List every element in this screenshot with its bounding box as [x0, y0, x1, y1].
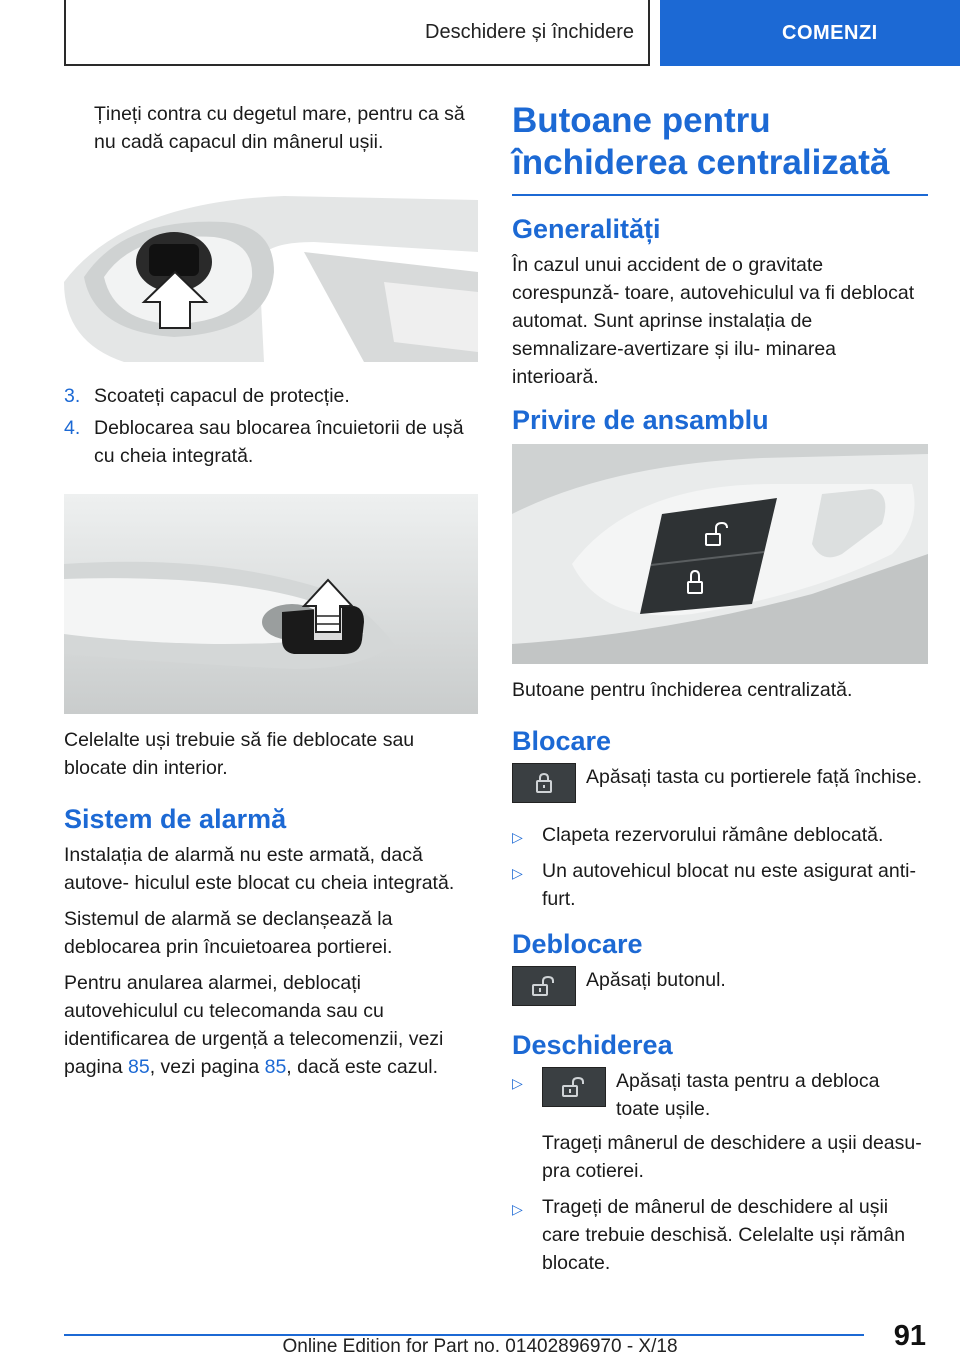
opening-key-row: [542, 1067, 928, 1123]
alarm-paragraph-2: Sistemul de alarmă se declanșează la deblocarea prin încuietoarea portierei.: [64, 908, 393, 958]
step-number: 4.: [64, 417, 81, 439]
bullet-text: Clapeta rezervorului rămâne deblocată.: [542, 824, 884, 846]
chapter-title: COMENZI: [782, 21, 878, 44]
page-link-85[interactable]: 85: [264, 1056, 287, 1078]
unlock-heading: Deblocare: [512, 929, 643, 959]
step-text: Deblocarea sau blocarea încuietorii de ușă cu cheia integrată.: [94, 417, 464, 467]
lock-text: Apăsați tasta cu portierele față închise.: [586, 766, 923, 788]
general-heading: Generalități: [512, 214, 661, 244]
overview-heading: Privire de ansamblu: [512, 405, 769, 435]
triangle-bullet-icon: ▷: [512, 829, 523, 845]
list-item: [512, 857, 928, 913]
lock-key-row: [512, 763, 928, 803]
step-number: 3.: [64, 385, 81, 407]
unlock-button-symbol: [542, 1067, 606, 1107]
opening-step-2-text: Trageți de mânerul de deschidere al ușii care trebuie deschisă. Celelalte uși rămân blocate.: [542, 1196, 906, 1274]
alarm-text-a: Pentru anularea alarmei, deblocați autovehiculul cu telecomanda sau cu identificarea de urgență a telecomenzii, vezi pagina: [64, 972, 444, 1078]
triangle-bullet-icon: ▷: [512, 865, 523, 881]
triangle-bullet-icon: ▷: [512, 1075, 523, 1091]
alarm-paragraph-1: Instalația de alarmă nu este armată, dacă autove- hiculul este blocat cu cheia integrată.: [64, 844, 455, 894]
right-column: [512, 100, 928, 1283]
unlock-key-row: [512, 966, 928, 1006]
padlock-open-icon: [530, 974, 558, 998]
opening-step-1-sub: Trageți mânerul de deschidere a ușii deasu- pra cotierei.: [542, 1132, 922, 1182]
triangle-bullet-icon: ▷: [512, 1201, 523, 1217]
list-item: [512, 821, 928, 851]
page-number: 91: [893, 1320, 926, 1352]
alarm-heading: Sistem de alarmă: [64, 804, 287, 834]
door-handle-cap-figure: [64, 182, 478, 362]
section-title: Deschidere și închidere: [425, 20, 634, 43]
page-link-85[interactable]: 85: [127, 1056, 150, 1078]
integrated-key-figure: [64, 494, 478, 714]
list-item: [512, 1067, 928, 1185]
unlock-button-symbol: [512, 966, 576, 1006]
opening-heading: Deschiderea: [512, 1030, 673, 1060]
title-divider: [512, 194, 928, 196]
lock-bullets: [512, 821, 928, 913]
alarm-text-c: , dacă este cazul.: [286, 1056, 439, 1078]
left-column: [64, 100, 478, 1089]
section-header: [64, 0, 650, 66]
alarm-paragraph-3: [64, 969, 478, 1081]
general-text: În cazul unui accident de o gravitate corespunză- toare, autovehiculul va fi deblocat automat. Sunt aprinse instalația de semnalizare-avertizare și ilu- minarea interioară.: [512, 254, 915, 388]
chapter-header: [660, 0, 960, 66]
opening-step-1-text: Apăsați tasta pentru a debloca toate ușile.: [616, 1070, 880, 1120]
lock-heading: Blocare: [512, 726, 612, 756]
step-text: Scoateți capacul de protecție.: [94, 385, 350, 407]
padlock-open-icon: [560, 1075, 588, 1099]
central-locking-buttons-figure: [512, 444, 928, 664]
list-item: [64, 382, 478, 410]
footer-edition: Online Edition for Part no. 01402896970 - X/18: [282, 1336, 678, 1357]
bullet-content: [542, 1067, 928, 1185]
opening-bullets: [512, 1067, 928, 1277]
steps-list: [64, 382, 478, 470]
bullet-text: Un autovehicul blocat nu este asigurat anti- furt.: [542, 860, 916, 910]
alarm-text-b: , vezi pagina: [149, 1056, 265, 1078]
padlock-closed-icon: [532, 771, 556, 795]
unlock-text: Apăsați butonul.: [586, 969, 726, 991]
list-item: [64, 414, 478, 470]
overview-caption: Butoane pentru închiderea centralizată.: [512, 679, 853, 701]
list-item: [512, 1193, 928, 1277]
intro-text: Țineți contra cu degetul mare, pentru ca să nu cadă capacul din mânerul ușii.: [94, 103, 465, 153]
lock-button-symbol: [512, 763, 576, 803]
page-title: Butoane pentru închiderea centralizată: [512, 101, 890, 182]
after-figure-text: Celelalte uși trebuie să fie deblocate sau blocate din interior.: [64, 729, 415, 779]
